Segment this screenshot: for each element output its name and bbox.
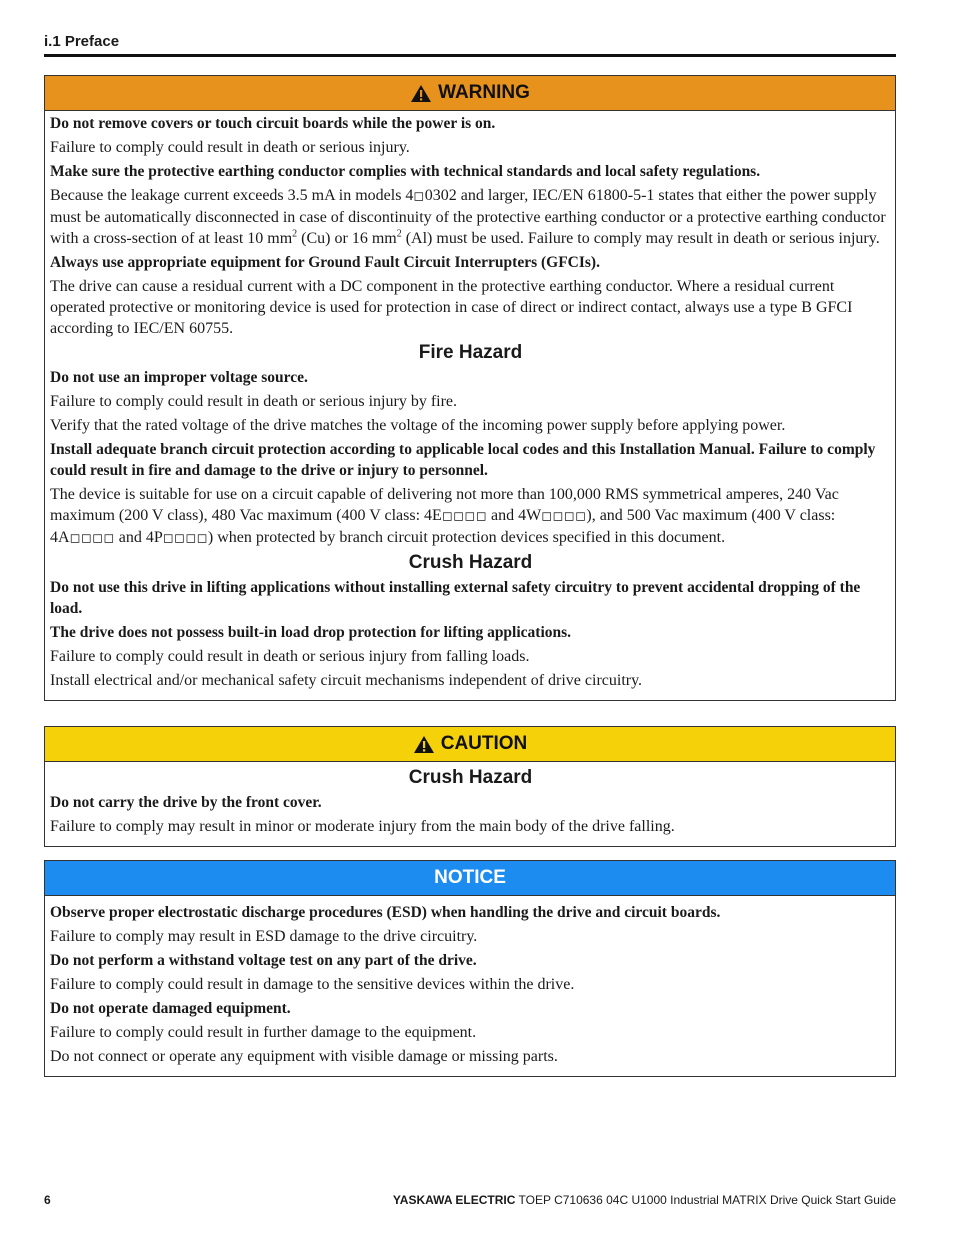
warning-header	[45, 76, 895, 111]
crush-p2: Failure to comply could result in death or serious injury from falling loads.	[50, 648, 530, 665]
warning-p2: Because the leakage current exceeds 3.5 mA in models 4◻0302 and larger, IEC/EN 61800-5-1 states that either the power supply must be automatically disconnected in case of discontinuity of the protective earthing conductor or a protective earthing conductor with a cross-section of at least 10 $mm^2$ (Cu) or 16 $mm^2$ (Al) must be used. Failure to comply may result in death or serious injury.	[50, 187, 886, 247]
crush-hazard-title: Crush Hazard	[408, 552, 533, 573]
notice-p3-bold: Do not operate damaged equipment.	[50, 1000, 291, 1017]
footer-doc-info	[393, 1193, 896, 1207]
caution-crush-title: Crush Hazard	[408, 767, 533, 788]
notice-p3: Failure to comply could result in further damage to the equipment.	[50, 1024, 477, 1041]
footer-brand: YASKAWA ELECTRIC	[392, 1193, 516, 1207]
page-footer	[44, 1193, 896, 1207]
warning-p2-bold: Make sure the protective earthing conductor complies with technical standards and local safety regulations.	[50, 163, 761, 180]
caution-body	[45, 762, 895, 846]
notice-body	[45, 896, 895, 1076]
fire-p3: The device is suitable for use on a circuit capable of delivering not more than 100,000 RMS symmetrical amperes, 240 Vac maximum (200 V class), 480 Vac maximum (400 V class: 4E◻◻◻◻ and 4W◻◻◻◻), and 500 Vac maximum (400 V class: 4A◻◻◻◻ and 4P◻◻◻◻) when protected by branch circuit protection devices specified in this document.	[50, 486, 839, 546]
notice-header	[45, 861, 895, 896]
crush-p2-bold: The drive does not possess built-in load drop protection for lifting applications.	[50, 624, 572, 641]
caution-p1-bold: Do not carry the drive by the front cover.	[50, 794, 322, 811]
fire-p3-bold: Install adequate branch circuit protection according to applicable local codes and this Installation Manual. Failure to comply could result in fire and damage to the drive or injury to personnel.	[50, 441, 876, 479]
page-number: 6	[44, 1193, 51, 1207]
notice-p2: Failure to comply could result in damage to the sensitive devices within the drive.	[50, 976, 575, 993]
caution-box	[44, 726, 896, 847]
caution-p1: Failure to comply may result in minor or moderate injury from the main body of the drive falling.	[50, 818, 675, 835]
warning-triangle-icon	[413, 735, 435, 754]
section-header: i.1 Preface	[44, 33, 896, 57]
warning-p1: Failure to comply could result in death or serious injury.	[50, 139, 410, 156]
footer-doc-title: TOEP C710636 04C U1000 Industrial MATRIX Drive Quick Start Guide	[515, 1193, 896, 1207]
notice-p1-bold: Observe proper electrostatic discharge procedures (ESD) when handling the drive and circuit boards.	[50, 904, 721, 921]
warning-p1-bold: Do not remove covers or touch circuit boards while the power is on.	[50, 115, 496, 132]
fire-p1: Failure to comply could result in death or serious injury by fire.	[50, 393, 458, 410]
notice-title: NOTICE	[434, 867, 506, 888]
notice-p1: Failure to comply may result in ESD damage to the drive circuitry.	[50, 928, 478, 945]
crush-p1-bold: Do not use this drive in lifting applications without installing external safety circuitry to prevent accidental dropping of the load.	[50, 579, 861, 617]
fire-p2: Verify that the rated voltage of the drive matches the voltage of the incoming power supply before applying power.	[50, 417, 786, 434]
notice-p4: Do not connect or operate any equipment with visible damage or missing parts.	[50, 1048, 558, 1065]
fire-hazard-title: Fire Hazard	[418, 342, 523, 363]
notice-box	[44, 860, 896, 1077]
warning-title: WARNING	[438, 82, 530, 103]
caution-header	[45, 727, 895, 762]
warning-body	[45, 111, 895, 700]
crush-p3: Install electrical and/or mechanical safety circuit mechanisms independent of drive circuitry.	[50, 672, 643, 689]
notice-p2-bold: Do not perform a withstand voltage test on any part of the drive.	[50, 952, 477, 969]
warning-p3: The drive can cause a residual current with a DC component in the protective earthing conductor. Where a residual current operated protective or monitoring device is used for protection in case of direct or indirect contact, always use a type B GFCI according to IEC/EN 60755.	[50, 278, 853, 337]
warning-p3-bold: Always use appropriate equipment for Ground Fault Circuit Interrupters (GFCIs).	[50, 254, 600, 271]
fire-p1-bold: Do not use an improper voltage source.	[50, 369, 308, 386]
caution-title: CAUTION	[440, 733, 528, 754]
warning-triangle-icon	[410, 84, 432, 103]
warning-box	[44, 75, 896, 701]
